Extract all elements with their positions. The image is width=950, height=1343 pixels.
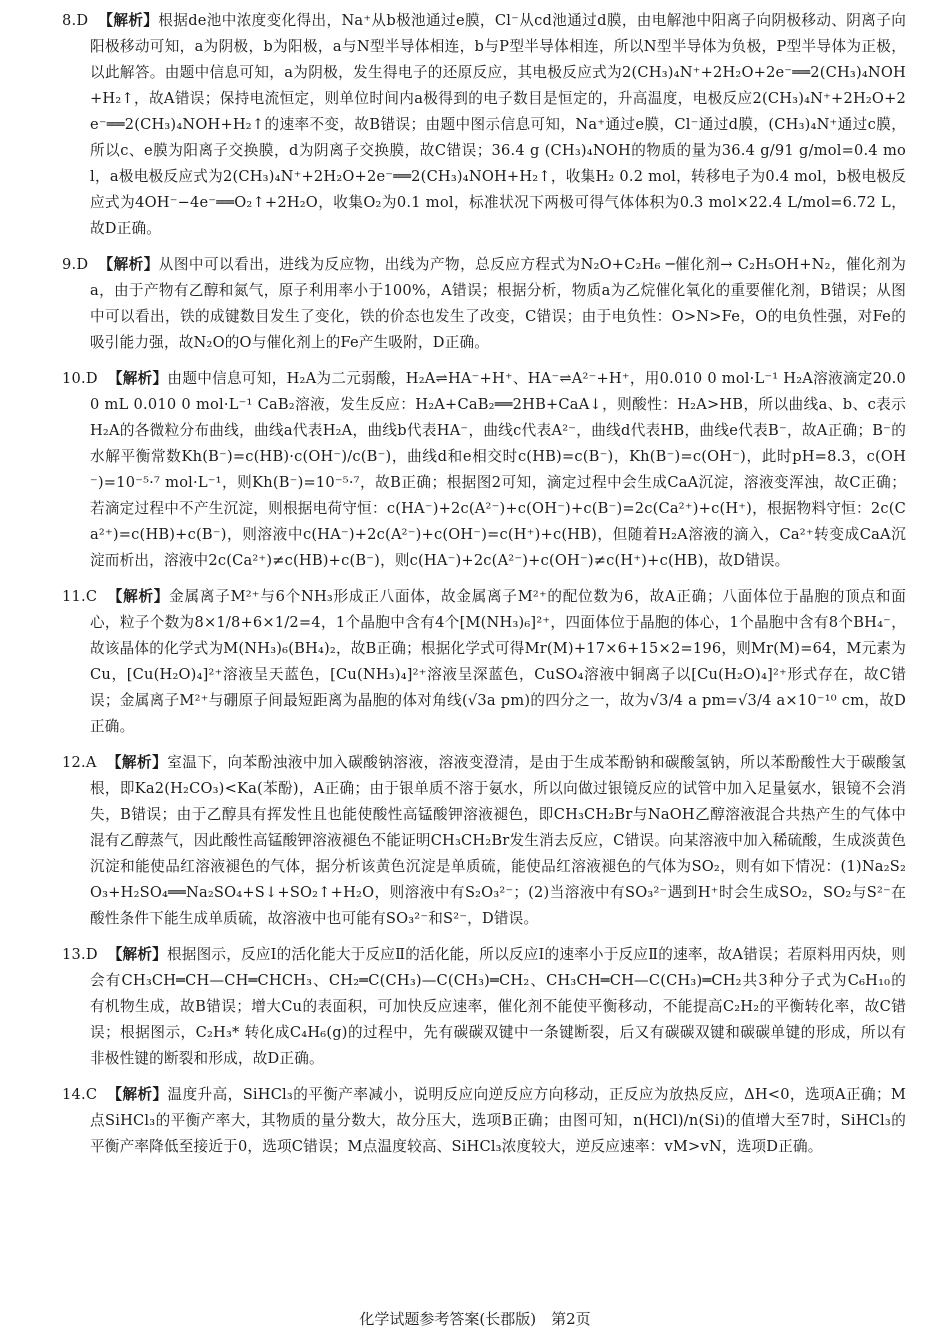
- answer-letter: C: [85, 1086, 98, 1103]
- answer-letter: D: [85, 946, 98, 963]
- analysis-tag: 【解析】: [107, 588, 170, 605]
- question-number: 10.: [62, 370, 86, 387]
- answer-item-11: [62, 584, 906, 740]
- answer-paragraph: [62, 252, 906, 356]
- answer-paragraph: [62, 1082, 906, 1160]
- answer-paragraph: [62, 8, 906, 242]
- answer-item-8: [62, 8, 906, 242]
- analysis-text: 温度升高，SiHCl₃的平衡产率减小，说明反应向逆反应方向移动，正反应为放热反应，ΔH<0，选项A正确；M点SiHCl₃的平衡产率大，其物质的量分数大，故分压大，选项B正确；由图可知，n(HCl)/n(Si)的值增大至7时，SiHCl₃的平衡产率降低至接近于0，选项C错误；M点温度较高、SiHCl₃浓度较大，逆反应速率：vM>vN，选项D正确。: [90, 1086, 906, 1155]
- answer-paragraph: [62, 366, 906, 574]
- page-footer: 化学试题参考答案(长郡版) 第2页: [359, 1310, 591, 1328]
- question-number: 11.: [62, 588, 86, 605]
- question-number: 13.: [62, 946, 86, 963]
- question-number: 9.: [62, 256, 77, 273]
- answer-item-9: [62, 252, 906, 356]
- answer-paragraph: [62, 942, 906, 1072]
- analysis-tag: 【解析】: [106, 754, 168, 771]
- answer-letter: D: [76, 256, 89, 273]
- analysis-tag: 【解析】: [107, 370, 168, 387]
- analysis-tag: 【解析】: [107, 1086, 168, 1103]
- analysis-tag: 【解析】: [107, 946, 167, 963]
- question-number: 8.: [62, 12, 77, 29]
- analysis-text: 从图中可以看出，进线为反应物，出线为产物，总反应方程式为N₂O+C₂H₆ ─催化剂→ C₂H₅OH+N₂，催化剂为a，由于产物有乙醇和氮气，原子利用率小于100%，A错误；根据分析，物质a为乙烷催化氧化的重要催化剂，B错误；从图中可以看出，铁的成键数目发生了变化，铁的价态也发生了改变，C错误；由于电负性：O>N>Fe，O的电负性强，对Fe的吸引能力强，故N₂O的O与催化剂上的Fe产生吸附，D正确。: [90, 256, 906, 351]
- answer-paragraph: [62, 750, 906, 932]
- analysis-text: 室温下，向苯酚浊液中加入碳酸钠溶液，溶液变澄清，是由于生成苯酚钠和碳酸氢钠，所以苯酚酸性大于碳酸氢根，即Ka2(H₂CO₃)<Ka(苯酚)，A正确；由于银单质不溶于氨水，所以向做过银镜反应的试管中加入足量氨水，银镜不会消失，B错误；由于乙醇具有挥发性且也能使酸性高锰酸钾溶液褪色，即CH₃CH₂Br与NaOH乙醇溶液混合共热产生的气体中混有乙醇蒸气，因此酸性高锰酸钾溶液褪色不能证明CH₃CH₂Br发生消去反应，C错误。向某溶液中加入稀硫酸，生成淡黄色沉淀和能使品红溶液褪色的气体，据分析该黄色沉淀是单质硫，能使品红溶液褪色的气体为SO₂，则有如下情况：(1)Na₂S₂O₃+H₂SO₄══Na₂SO₄+S↓+SO₂↑+H₂O，则溶液中有S₂O₃²⁻；(2)当溶液中有SO₃²⁻遇到H⁺时会生成SO₂，SO₂与S²⁻在酸性条件下能生成单质硫，故溶液中也可能有SO₃²⁻和S²⁻，D错误。: [90, 754, 906, 927]
- answer-item-13: [62, 942, 906, 1072]
- answer-letter: A: [85, 754, 97, 771]
- answer-item-14: [62, 1082, 906, 1160]
- question-number: 14.: [62, 1086, 86, 1103]
- analysis-tag: 【解析】: [98, 256, 159, 273]
- question-number: 12.: [62, 754, 86, 771]
- answer-letter: C: [85, 588, 98, 605]
- analysis-text: 根据图示，反应Ⅰ的活化能大于反应Ⅱ的活化能，所以反应Ⅰ的速率小于反应Ⅱ的速率，故A错误；若原料用丙炔，则会有CH₃CH═CH—CH═CHCH₃、CH₂═C(CH₃)—C(CH₃)═CH₂、CH₃CH═CH—C(CH₃)═CH₂共3种分子式为C₆H₁₀的有机物生成，故B错误；增大Cu的表面积，可加快反应速率，催化剂不能使平衡移动，不能提高C₂H₂的平衡转化率，故C错误；根据图示，C₂H₃* 转化成C₄H₆(g)的过程中，先有碳碳双键中一条键断裂，后又有碳碳双键和碳碳单键的形成，所以有非极性键的断裂和形成，故D正确。: [90, 946, 906, 1067]
- analysis-text: 由题中信息可知，H₂A为二元弱酸，H₂A⇌HA⁻+H⁺、HA⁻⇌A²⁻+H⁺，用0.010 0 mol·L⁻¹ H₂A溶液滴定20.00 mL 0.010 0 mol·L⁻¹ CaB₂溶液，发生反应：H₂A+CaB₂══2HB+CaA↓，则酸性：H₂A>HB，所以曲线a、b、c表示H₂A的各微粒分布曲线，曲线a代表H₂A，曲线b代表HA⁻，曲线c代表A²⁻，曲线d代表HB，曲线e代表B⁻，故A正确；B⁻的水解平衡常数Kh(B⁻)=c(HB)·c(OH⁻)/c(B⁻)，曲线d和e相交时c(HB)=c(B⁻)，Kh(B⁻)=c(OH⁻)，此时pH=8.3，c(OH⁻)=10⁻⁵·⁷ mol·L⁻¹，则Kh(B⁻)=10⁻⁵·⁷，故B正确；根据图2可知，滴定过程中会生成CaA沉淀，溶液变浑浊，故C正确；若滴定过程中不产生沉淀，则根据电荷守恒：c(HA⁻)+2c(A²⁻)+c(OH⁻)+c(B⁻)=2c(Ca²⁺)+c(H⁺)，根据物料守恒：2c(Ca²⁺)=c(HB)+c(B⁻)，则溶液中c(HA⁻)+2c(A²⁻)+c(OH⁻)=c(H⁺)+c(HB)，但随着H₂A溶液的滴入，Ca²⁺转变成CaA沉淀而析出，溶液中2c(Ca²⁺)≠c(HB)+c(B⁻)，则c(HA⁻)+2c(A²⁻)+c(OH⁻)≠c(H⁺)+c(HB)，故D错误。: [90, 370, 906, 569]
- analysis-text: 金属离子M²⁺与6个NH₃形成正八面体，故金属离子M²⁺的配位数为6，故A正确；八面体位于晶胞的顶点和面心，粒子个数为8×1/8+6×1/2=4，1个晶胞中含有4个[M(NH₃)₆]²⁺，四面体位于晶胞的体心，1个晶胞中含有8个BH₄⁻，故该晶体的化学式为M(NH₃)₆(BH₄)₂，故B正确；根据化学式可得Mr(M)+17×6+15×2=196，则Mr(M)=64，M元素为Cu，[Cu(H₂O)₄]²⁺溶液呈天蓝色，[Cu(NH₃)₄]²⁺溶液呈深蓝色，CuSO₄溶液中铜离子以[Cu(H₂O)₄]²⁺形式存在，故C错误；金属离子M²⁺与硼原子间最短距离为晶胞的体对角线(√3a pm)的四分之一，故为√3/4 a pm=√3/4 a×10⁻¹⁰ cm，故D正确。: [90, 588, 906, 735]
- answer-item-10: [62, 366, 906, 574]
- answer-letter: D: [76, 12, 89, 29]
- analysis-tag: 【解析】: [98, 12, 159, 29]
- analysis-text: 根据de池中浓度变化得出，Na⁺从b极池通过e膜，Cl⁻从cd池通过d膜，由电解池中阳离子向阴极移动、阴离子向阳极移动可知，a为阴极，b为阳极，a与N型半导体相连，b与P型半导体相连，所以N型半导体为负极，P型半导体为正极，以此解答。由题中信息可知，a为阴极，发生得电子的还原反应，其电极反应式为2(CH₃)₄N⁺+2H₂O+2e⁻══2(CH₃)₄NOH+H₂↑，故A错误；保持电流恒定，则单位时间内a极得到的电子数目是恒定的，升高温度，电极反应2(CH₃)₄N⁺+2H₂O+2e⁻══2(CH₃)₄NOH+H₂↑的速率不变，故B错误；由题中图示信息可知，Na⁺通过e膜，Cl⁻通过d膜，(CH₃)₄N⁺通过c膜，所以c、e膜为阳离子交换膜，d为阴离子交换膜，故C错误；36.4 g (CH₃)₄NOH的物质的量为36.4 g/91 g/mol=0.4 mol，a极电极反应式为2(CH₃)₄N⁺+2H₂O+2e⁻══2(CH₃)₄NOH+H₂↑，收集H₂ 0.2 mol，转移电子为0.4 mol，b极电极反应式为4OH⁻−4e⁻══O₂↑+2H₂O，收集O₂为0.1 mol，标准状况下两极可得气体体积为0.3 mol×22.4 L/mol=6.72 L，故D正确。: [90, 12, 906, 237]
- answer-paragraph: [62, 584, 906, 740]
- answer-letter: D: [85, 370, 98, 387]
- answer-item-12: [62, 750, 906, 932]
